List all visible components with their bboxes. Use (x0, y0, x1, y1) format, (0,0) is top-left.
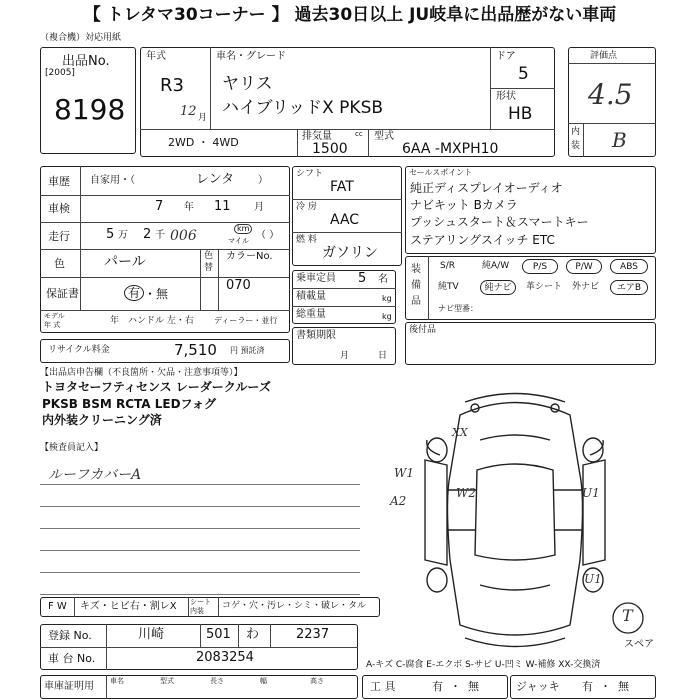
fw-label2-1: シート (190, 598, 211, 606)
jack-label: ジャッキ (516, 680, 560, 693)
equip-leather: 革シート (526, 282, 563, 292)
spare-letter: T (622, 606, 633, 625)
registration-kana: わ (246, 627, 260, 642)
model-label: 車名・グレード (216, 51, 286, 62)
diagram-mark-6: U1 (584, 572, 602, 586)
fuel-value: ガソリン (322, 245, 378, 261)
model-year-unit: 年 (110, 316, 120, 326)
inspection-year: 7 (155, 199, 164, 214)
recycle-label: リサイクル料金 (48, 345, 110, 355)
displacement-value: 1500 (312, 141, 348, 157)
registration-area: 川崎 (138, 627, 165, 642)
fw-items2: コゲ・穴・汚レ・シミ・破レ・タル (222, 601, 367, 611)
diagram-mark-3: A2 (390, 494, 407, 508)
interior-value: B (612, 128, 627, 152)
door-value: 5 (518, 64, 529, 84)
history-label: 車歴 (48, 175, 70, 188)
reg-date-label: 書類期限 (296, 330, 336, 341)
type-code-value: 6AA -MXPH10 (402, 141, 499, 157)
year-value: R3 (160, 75, 184, 96)
mileage-unit-km: km (234, 224, 252, 234)
capacity-unit: 名 (378, 274, 388, 285)
inspector-handwritten: ルーフカバーA (48, 467, 142, 483)
mileage-sen-unit: 千 (155, 230, 165, 241)
warranty-dot: ・ (144, 287, 157, 301)
history-value: レンタ (196, 172, 235, 187)
certificate-cell-1: 車名 (110, 677, 124, 685)
reg-date-unit2: 日 (378, 351, 388, 361)
warranty-no: 無 (156, 287, 169, 301)
displacement-unit: cc (355, 130, 363, 138)
color-no-label: カラーNo. (226, 251, 273, 262)
model-year-label-1: モデル (44, 312, 65, 320)
chassis-value: 2083254 (196, 650, 254, 665)
equipment-label-2: 備 (411, 280, 421, 291)
capacity-label: 乗車定員 (296, 273, 336, 284)
equip-navi: 純ナビ (480, 280, 516, 295)
displacement-label: 排気量 (302, 131, 332, 142)
mileage-sen: 2 (143, 227, 152, 242)
type-code-label: 型式 (374, 131, 394, 142)
load-label: 積載量 (296, 291, 326, 302)
mileage-man-unit: 万 (118, 230, 128, 241)
gross-label: 総重量 (296, 309, 326, 320)
sales-point-2: ナビキット Bカメラ (410, 198, 518, 212)
drive-type: 2WD ・ 4WD (168, 136, 239, 149)
registration-label: 登録 No. (48, 629, 92, 642)
interior-label-2: 装 (571, 141, 581, 151)
mileage-rest: 006 (170, 228, 197, 244)
certificate-cell-5: 高さ (310, 677, 324, 685)
door-label: ドア (496, 51, 516, 62)
color-no-value: 070 (226, 278, 251, 293)
model-year-label-2: 年 式 (44, 321, 61, 329)
jack-yes: 有 (582, 680, 593, 693)
tools-yes: 有 (432, 680, 443, 693)
sales-point-3: プッシュスタート＆スマートキー (410, 215, 589, 229)
recycle-value: 7,510 (174, 341, 217, 359)
equip-ext-navi: 外ナビ (572, 282, 600, 292)
equip-navi-model: ナビ型番： (438, 304, 478, 313)
load-unit: kg (382, 294, 392, 303)
score-label: 評価点 (590, 51, 618, 61)
sales-point-1: 純正ディスプレイオーディオ (410, 181, 563, 195)
model-grade: ハイブリッドX PKSB (222, 98, 384, 118)
lot-year-tag: [2005] (45, 68, 75, 78)
mileage-unit-mile: マイル (228, 237, 249, 245)
ac-value: AAC (330, 212, 360, 228)
tools-no: 無 (468, 680, 479, 693)
inspection-month-unit: 月 (254, 202, 264, 213)
banner: 【 トレタマ30コーナー 】 過去30日以上 JU岐阜に出品歴がない車両 (83, 5, 617, 25)
inspector-label: 【検査員記入】 (40, 443, 104, 453)
sub-header: （複合機）対応用紙 (40, 33, 122, 43)
history-options: 自家用・（ (90, 175, 135, 186)
year-month: 12 (180, 104, 197, 119)
certificate-cell-4: 幅 (260, 677, 267, 685)
diagram-mark-2: W1 (394, 466, 414, 480)
diagram-mark-4: W2 (456, 486, 476, 500)
fw-label2-2: 内装 (190, 607, 204, 615)
lot-label: 出品No. (62, 54, 110, 69)
shape-value: HB (508, 104, 533, 124)
shift-label: シフト (296, 169, 324, 179)
equipment-label-3: 品 (411, 296, 421, 307)
color-change-2: 替 (204, 263, 214, 273)
note-line-2: PKSB BSM RCTA LEDフォグ (42, 397, 216, 411)
reg-date-unit: 月 (340, 351, 350, 361)
model-year-handle: ハンドル 左・右 (128, 316, 194, 326)
certificate-cell-2: 型式 (160, 677, 174, 685)
chassis-label: 車 台 No. (48, 652, 96, 665)
note-line-3: 内外装クリーニング済 (42, 413, 162, 427)
year-label: 年式 (146, 51, 166, 62)
color-value: パール (104, 254, 146, 270)
fw-label: F W (48, 601, 67, 612)
recycle-unit: 円 預託済 (230, 346, 265, 355)
aftermarket-label: 後付品 (409, 325, 437, 335)
color-label: 色 (54, 257, 65, 270)
score-value: 4.5 (588, 78, 633, 111)
inspection-year-unit: 年 (184, 202, 194, 213)
lot-number: 8198 (54, 93, 126, 126)
spare-label: スペア (624, 639, 654, 650)
equip-airbag: エアB (610, 280, 648, 295)
inspection-month: 11 (214, 199, 231, 214)
mileage-paren: （ ） (256, 230, 280, 241)
certificate-cell-3: 長さ (210, 677, 224, 685)
warranty-label: 保証書 (46, 287, 79, 300)
ac-label: 冷 房 (296, 202, 317, 212)
diagram-mark-5: U1 (582, 486, 600, 500)
fw-items: キズ・ヒビ右・割レX (80, 601, 177, 612)
registration-number: 2237 (296, 627, 330, 642)
car-diagram (385, 380, 645, 660)
history-close: ） (258, 175, 268, 186)
equip-sr: S/R (440, 261, 455, 271)
year-month-unit: 月 (198, 113, 208, 123)
equip-aw: 純A/W (482, 261, 510, 271)
jack-dot: ・ (600, 680, 611, 693)
equip-tv: 純TV (438, 282, 459, 292)
gross-unit: kg (382, 312, 392, 321)
sales-points-label: セールスポイント (409, 168, 473, 177)
note-line-1: トヨタセーフティセンス レーダークルーズ (42, 380, 271, 394)
damage-legend: A-キズ C-腐食 E-エクボ S-サビ U-凹ミ W-補修 XX-交換済 (366, 660, 601, 670)
model-year-dealer: ディーラー・並行 (214, 316, 278, 325)
equip-abs: ABS (610, 259, 648, 274)
aftermarket-box (405, 322, 656, 365)
warranty-yes: 有 (124, 285, 144, 301)
capacity-value: 5 (358, 271, 367, 286)
shift-value: FAT (330, 179, 354, 195)
tools-label: 工 具 (370, 680, 396, 693)
equip-pw: P/W (566, 259, 602, 274)
fuel-label: 燃 料 (296, 235, 317, 245)
registration-class: 501 (206, 627, 231, 642)
diagram-mark-1: XX (452, 426, 468, 439)
model-name: ヤリス (222, 74, 273, 94)
tools-dot: ・ (450, 680, 461, 693)
mileage-label: 走行 (48, 230, 70, 243)
sales-point-4: ステアリングスイッチ ETC (410, 233, 555, 247)
shape-label: 形状 (496, 91, 516, 102)
notes-label: 【出品店申告欄（不良箇所・欠品・注意事項等）】 (40, 368, 243, 378)
jack-no: 無 (618, 680, 629, 693)
interior-label-1: 内 (571, 127, 581, 137)
equip-ps: P/S (522, 259, 558, 274)
equipment-label-1: 装 (411, 264, 421, 275)
inspection-label: 車検 (48, 202, 70, 215)
color-change-1: 色 (204, 251, 214, 261)
certificate-label: 車庫証明用 (44, 681, 94, 692)
mileage-man: 5 (106, 227, 115, 242)
